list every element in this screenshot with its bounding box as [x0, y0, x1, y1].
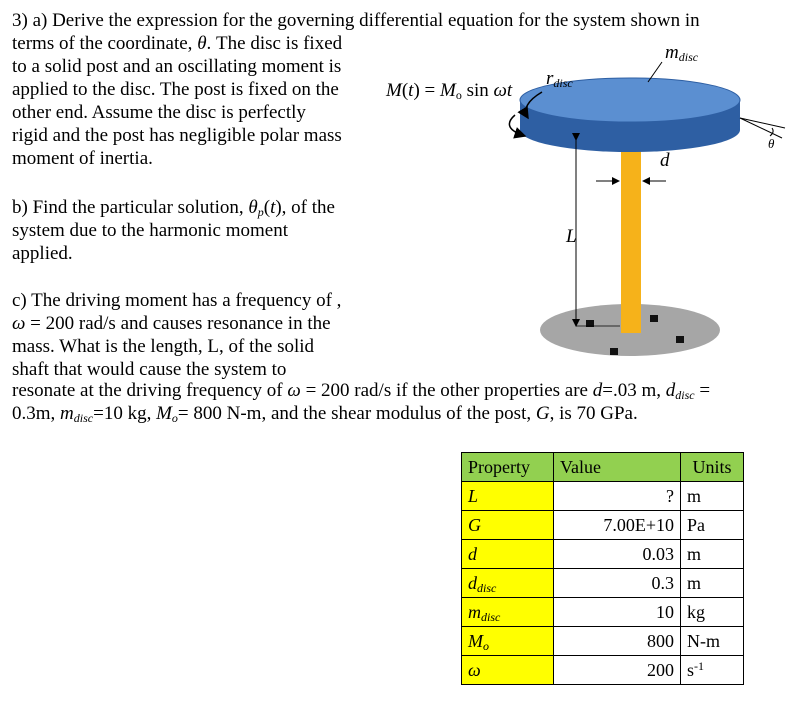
theta-reference-line: [740, 118, 782, 138]
value-cell: 7.00E+10: [554, 511, 681, 540]
post: [621, 135, 641, 333]
property-cell: L: [462, 482, 554, 511]
property-cell: $M_o$: [462, 627, 554, 656]
value-cell: 800: [554, 627, 681, 656]
r-disc-label: $r_{disc}$: [546, 68, 573, 90]
part-c-line-5: resonate at the driving frequency of ω = 200 rad/s if the other properties are d=.03 m, $d_{disc}$ =: [12, 380, 711, 402]
header-property: Property: [462, 453, 554, 482]
disc-post-diagram: [480, 40, 790, 370]
value-cell: 0.3: [554, 569, 681, 598]
table-row: [462, 569, 744, 598]
value-cell: ?: [554, 482, 681, 511]
property-cell: ω: [462, 656, 554, 685]
units-cell: Pa: [681, 511, 744, 540]
part-a-line-4: applied to the disc. The post is fixed on the: [12, 79, 339, 100]
properties-table: [461, 452, 744, 685]
table-row: [462, 598, 744, 627]
table-row: [462, 656, 744, 685]
header-value: Value: [554, 453, 681, 482]
table-row: [462, 540, 744, 569]
base-bolt: [650, 315, 658, 322]
units-cell: m: [681, 482, 744, 511]
units-cell: $s^{-1}$: [681, 656, 744, 685]
m-disc-label: $m_{disc}$: [665, 42, 699, 64]
value-cell: 10: [554, 598, 681, 627]
part-b-line-1: b) Find the particular solution, $\theta_p(t)$, of the: [12, 197, 335, 219]
theta-rotated-line: [740, 118, 785, 128]
theta-label: θ: [768, 136, 775, 151]
diagram-svg: [480, 40, 790, 370]
value-cell: 0.03: [554, 540, 681, 569]
part-a-line-5: other end. Assume the disc is perfectly: [12, 102, 306, 123]
part-a-line-2: terms of the coordinate, θ. The disc is fixed: [12, 33, 343, 54]
moment-equation: $M(t) = M_o$ sin ωt: [386, 80, 513, 102]
base-bolt: [676, 336, 684, 343]
part-a-line-6: rigid and the post has negligible polar mass: [12, 125, 342, 146]
part-a-line-3: to a solid post and an oscillating moment is: [12, 56, 342, 77]
property-cell: $m_{disc}$: [462, 598, 554, 627]
base-bolt: [610, 348, 618, 355]
part-b-line-2: system due to the harmonic moment: [12, 220, 288, 241]
property-cell: G: [462, 511, 554, 540]
part-b-line-3: applied.: [12, 243, 73, 264]
table-header-row: [462, 453, 744, 482]
part-a-line-1: 3) a) Derive the expression for the governing differential equation for the system shown in: [12, 10, 700, 31]
part-c-line-2: ω = 200 rad/s and causes resonance in the: [12, 313, 331, 334]
table-row: [462, 627, 744, 656]
l-label: L: [566, 226, 577, 247]
property-cell: d: [462, 540, 554, 569]
table-row: [462, 511, 744, 540]
units-cell: m: [681, 569, 744, 598]
property-cell: $d_{disc}$: [462, 569, 554, 598]
part-c-line-3: mass. What is the length, L, of the solid: [12, 336, 315, 357]
units-cell: N-m: [681, 627, 744, 656]
part-c-line-6: 0.3m, $m_{disc}=10$ kg, $M_o= 800$ N-m, and the shear modulus of the post, G, is 70 GPa.: [12, 403, 638, 425]
table-row: [462, 482, 744, 511]
units-cell: kg: [681, 598, 744, 627]
header-units: Units: [681, 453, 744, 482]
part-c-line-1: c) The driving moment has a frequency of ,: [12, 290, 342, 311]
d-label: d: [660, 150, 670, 171]
part-c-line-4: shaft that would cause the system to: [12, 359, 287, 380]
value-cell: 200: [554, 656, 681, 685]
units-cell: m: [681, 540, 744, 569]
part-a-line-7: moment of inertia.: [12, 148, 153, 169]
